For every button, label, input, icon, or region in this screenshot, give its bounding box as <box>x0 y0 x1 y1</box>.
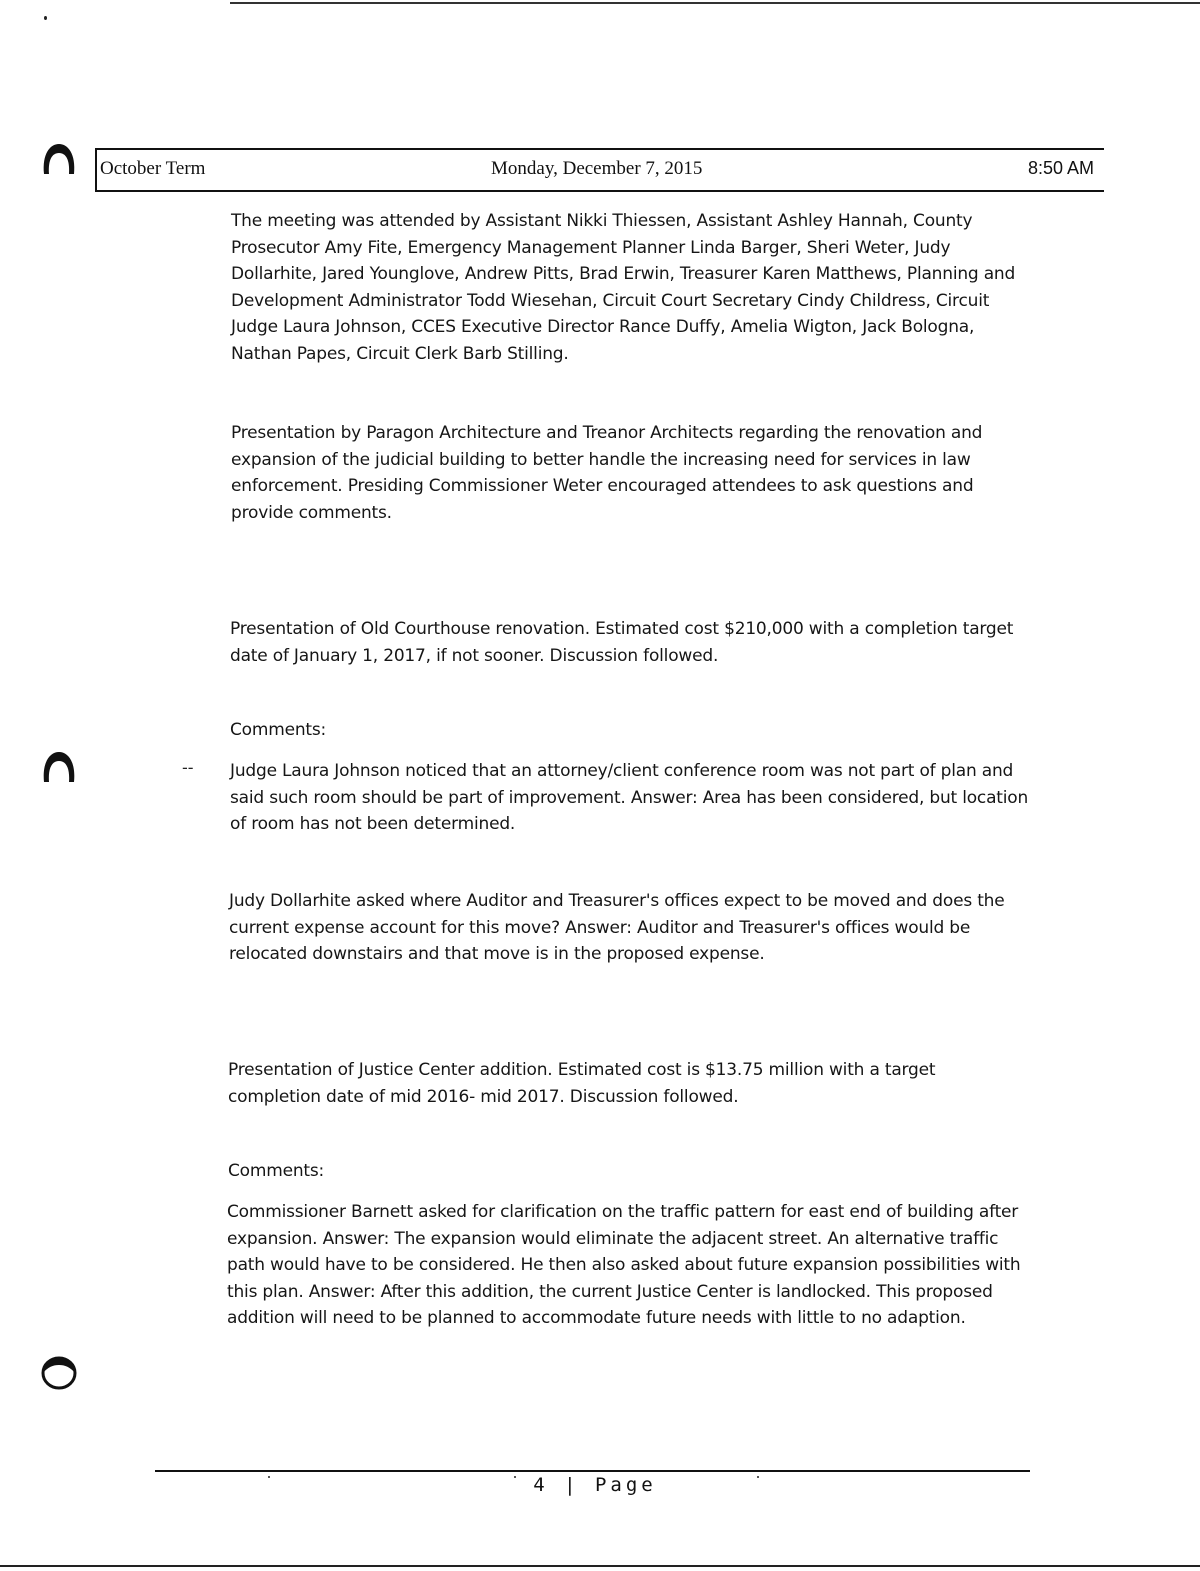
comments-label: Comments: <box>230 720 327 740</box>
scan-edge-line <box>0 1565 1200 1567</box>
scan-speck <box>44 16 47 20</box>
footer-rule <box>155 1470 1030 1472</box>
punch-hole-icon <box>40 140 78 178</box>
paragon-presentation-paragraph: Presentation by Paragon Architecture and Treanor Architects regarding the renovation and expansion of the judicial building to better handle the increasing need for services in law enforcement. Presiding Commissioner Weter encouraged attendees to ask questions and provide comments. <box>231 423 983 523</box>
header-rule <box>95 148 1104 150</box>
header-rule <box>95 148 97 192</box>
header-rule <box>95 190 1104 192</box>
old-courthouse-paragraph: Presentation of Old Courthouse renovation. Estimated cost $210,000 with a completion target date of January 1, 2017, if not sooner. Discussion followed. <box>230 619 1014 666</box>
margin-mark: -- <box>182 758 194 777</box>
meeting-date: Monday, December 7, 2015 <box>491 158 703 179</box>
scan-edge-line <box>230 2 1200 4</box>
page-number: 4 | Page <box>533 1474 657 1496</box>
barnett-comment: Commissioner Barnett asked for clarification on the traffic pattern for east end of building after expansion. Answer: The expansion would eliminate the adjacent street. An alternative traffic path would have to be considered. He then also asked about future expansion possibilities with this plan. Answer: After this addition, the current Justice Center is landlocked. This proposed addition will need to be planned to accommodate future needs with little to no adaption. <box>227 1202 1021 1328</box>
comments-label: Comments: <box>228 1161 325 1181</box>
term-label: October Term <box>100 158 206 179</box>
justice-center-paragraph: Presentation of Justice Center addition. Estimated cost is $13.75 million with a target completion date of mid 2016- mid 2017. Discussion followed. <box>228 1060 936 1107</box>
dollarhite-comment: Judy Dollarhite asked where Auditor and Treasurer's offices expect to be moved and does the current expense account for this move? Answer: Auditor and Treasurer's offices would be relocated downstairs and that move is in the proposed expense. <box>229 891 1005 964</box>
attendance-paragraph: The meeting was attended by Assistant Nikki Thiessen, Assistant Ashley Hannah, County Prosecutor Amy Fite, Emergency Management Planner Linda Barger, Sheri Weter, Judy Dollarhite, Jared Younglove, Andrew Pitts, Brad Erwin, Treasurer Karen Matthews, Planning and Development Administrator Todd Wiesehan, Circuit Court Secretary Cindy Childress, Circuit Judge Laura Johnson, CCES Executive Director Rance Duffy, Amelia Wigton, Jack Bologna, Nathan Papes, Circuit Clerk Barb Stilling. <box>231 211 1016 364</box>
meeting-time: 8:50 AM <box>1028 158 1095 178</box>
punch-hole-icon <box>40 748 78 786</box>
judge-johnson-comment: Judge Laura Johnson noticed that an attorney/client conference room was not part of plan and said such room should be part of improvement. Answer: Area has been considered, but location of room has not been determined. <box>230 761 1029 834</box>
punch-hole-icon <box>40 1354 78 1392</box>
